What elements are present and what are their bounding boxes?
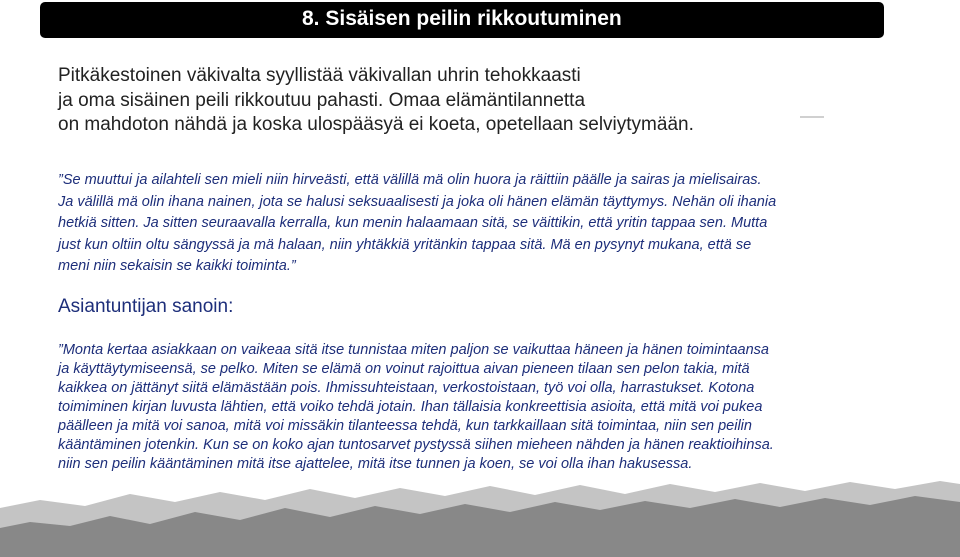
quote-line: hetkiä sitten. Ja sitten seuraavalla kerralla, kun menin halaamaan sitä, se väittikin, että yritin tappaa sen. Mutta: [58, 215, 768, 231]
quote-line: ja käyttäytymiseensä, se pelko. Miten se elämä on voinut rajoittua aivan pieneen tilaan sen pelon takia, mitä: [58, 361, 750, 377]
quote-line: niin sen peilin kääntäminen mitä itse ajattelee, mitä itse tunnen ja koen, se voi olla ihan hakusessa.: [58, 456, 693, 472]
quote-line: päälleen ja mitä voi sanoa, mitä voi missäkin tilanteessa tehdä, kun tarkkaillaan sitä toimintaa, niin sen peilin: [58, 418, 752, 434]
quote-line: toimiminen kirjan luvusta lähtien, että voiko tehdä jotain. Ihan tällaisia konkreettisia asioita, että mitä voi pukea: [58, 399, 763, 415]
intro-line: Pitkäkestoinen väkivalta syyllistää väkivallan uhrin tehokkaasti: [58, 65, 581, 86]
quote-line: kääntäminen jotenkin. Kun se on koko ajan tuntosarvet pystyssä siihen mieheen nähden ja hänen reaktioihinsa.: [58, 437, 774, 453]
decorative-line: [800, 116, 824, 118]
quote-line: just kun oltiin oltu sängyssä ja mä halaan, niin yhtäkkiä yritänkin tappaa sitä. Mä en pysynyt mukana, että se: [58, 236, 752, 253]
intro-line: on mahdoton nähdä ja koska ulospääsyä ei koeta, opetellaan selviytymään.: [58, 114, 694, 135]
quote-line: kaikkea on jättänyt siitä elämästään pois. Ihmissuhteistaan, verkostoistaan, työ voi olla, harrastukset. Kotona: [58, 380, 755, 396]
slide-title: 8. Sisäisen peilin rikkoutuminen: [302, 7, 622, 30]
section-heading: Asiantuntijan sanoin:: [58, 296, 234, 317]
victim-quote: [58, 170, 776, 278]
intro-line: ja oma sisäinen peili rikkoutuu pahasti. Omaa elämäntilannetta: [58, 89, 586, 111]
intro-paragraph: [58, 64, 694, 138]
quote-line: meni niin sekaisin se kaikki toiminta.”: [58, 258, 296, 274]
expert-quote: [58, 341, 774, 474]
quote-line: ”Monta kertaa asiakkaan on vaikeaa sitä itse tunnistaa miten paljon se vaikuttaa häneen ja hänen toimintaansa: [58, 342, 769, 358]
title-bar: [40, 2, 884, 38]
quote-line: Ja välillä mä olin ihana nainen, jota se halusi seksuaalisesti ja joka oli hänen elämän täyttymys. Nehän oli ihania: [58, 193, 777, 210]
quote-line: ”Se muuttui ja ailahteli sen mieli niin hirveästi, että välillä mä olin huora ja räittiin päälle ja sairas ja mielisairas.: [58, 172, 762, 188]
mountain-silhouette: [0, 480, 960, 557]
